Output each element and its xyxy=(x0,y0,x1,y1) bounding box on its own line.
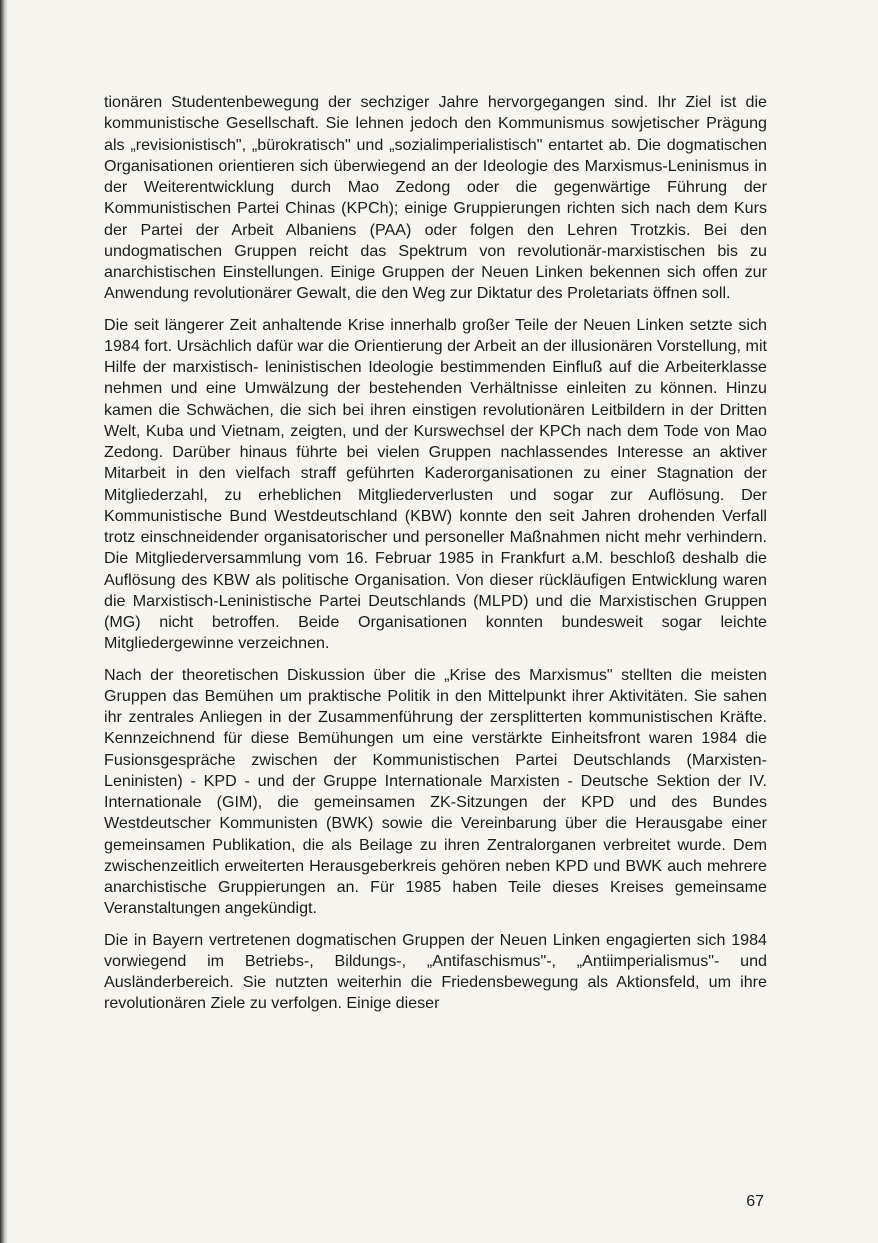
paragraph-4: Die in Bayern vertretenen dogmatischen Gruppen der Neuen Linken engagierten sich 1984 vorwiegend im Betriebs-, Bildungs-, „Antifaschismus"-, „Antiimperialismus"- und Ausländerbereich. Sie nutzten weiterhin die Friedensbewegung als Aktionsfeld, um ihre revolutionären Ziele zu verfolgen. Einige dieser xyxy=(104,930,767,1013)
page-number: 67 xyxy=(746,1193,764,1210)
body-text xyxy=(104,92,767,1025)
paragraph-1: tionären Studentenbewegung der sechziger Jahre hervorgegangen sind. Ihr Ziel ist die kommunistische Gesellschaft. Sie lehnen jedoch den Kommunismus sowjetischer Prägung als „revisionistisch", „bürokratisch" und „sozialimperialistisch" entartet ab. Die dogmatischen Organisationen orientieren sich überwiegend an der Ideologie des Marxismus-Leninismus in der Weiterentwicklung durch Mao Zedong oder die gegenwärtige Führung der Kommunistischen Partei Chinas (KPCh); einige Gruppierungen richten sich nach dem Kurs der Partei der Arbeit Albaniens (PAA) oder folgen den Lehren Trotzkis. Bei den undogmatischen Gruppen reicht das Spektrum von revolutionär-marxistischen bis zu anarchistischen Einstellungen. Einige Gruppen der Neuen Linken bekennen sich offen zur Anwendung revolutionärer Gewalt, die den Weg zur Diktatur des Proletariats öffnen soll. xyxy=(104,93,767,303)
paragraph-3: Nach der theoretischen Diskussion über die „Krise des Marxismus" stellten die meisten Gruppen das Bemühen um praktische Politik in den Mittelpunkt ihrer Aktivitäten. Sie sahen ihr zentrales Anliegen in der Zusammenführung der zersplitterten kommunistischen Kräfte. Kennzeichnend für diese Bemühungen um eine verstärkte Einheitsfront waren 1984 die Fusionsgespräche zwischen der Kommunistischen Partei Deutschlands (Marxisten-Leninisten) - KPD - und der Gruppe Internationale Marxisten - Deutsche Sektion der IV. Internationale (GIM), die gemeinsamen ZK-Sitzungen der KPD und des Bundes Westdeutscher Kommunisten (BWK) sowie die Vereinbarung über die Herausgabe einer gemeinsamen Publikation, die als Beilage zu ihren Zentralorganen verbreitet wurde. Dem zwischenzeitlich erweiterten Herausgeberkreis gehören neben KPD und BWK auch mehrere anarchistische Gruppierungen an. Für 1985 haben Teile dieses Kreises gemeinsame Veranstaltungen angekündigt. xyxy=(104,665,767,918)
page-binding-edge xyxy=(0,0,8,1243)
paragraph-2: Die seit längerer Zeit anhaltende Krise innerhalb großer Teile der Neuen Linken setzte sich 1984 fort. Ursächlich dafür war die Orientierung der Arbeit an der illusionären Vorstellung, mit Hilfe der marxistisch- leninistischen Ideologie bestimmenden Einfluß auf die Arbeiterklasse nehmen und eine Umwälzung der bestehenden Verhältnisse einleiten zu können. Hinzu kamen die Schwächen, die sich bei ihren einstigen revolutionären Leitbildern in der Dritten Welt, Kuba und Vietnam, zeigten, und der Kurswechsel der KPCh nach dem Tode von Mao Zedong. Darüber hinaus führte bei vielen Gruppen nachlassendes Interesse an aktiver Mitarbeit in den vielfach straff geführten Kaderorganisationen zu einer Stagnation der Mitgliederzahl, zu erheblichen Mitgliederverlusten und sogar zur Auflösung. Der Kommunistische Bund Westdeutschland (KBW) konnte den seit Jahren drohenden Verfall trotz einschneidender organisatorischer und personeller Maßnahmen nicht mehr verhindern. Die Mitgliederversammlung vom 16. Februar 1985 in Frankfurt a.M. beschloß deshalb die Auflösung des KBW als politische Organisation. Von dieser rückläufigen Entwicklung waren die Marxistisch-Leninistische Partei Deutschlands (MLPD) und die Marxistischen Gruppen (MG) nicht betroffen. Beide Organisationen konnten bundesweit sogar leichte Mitgliedergewinne verzeichnen. xyxy=(104,315,767,653)
